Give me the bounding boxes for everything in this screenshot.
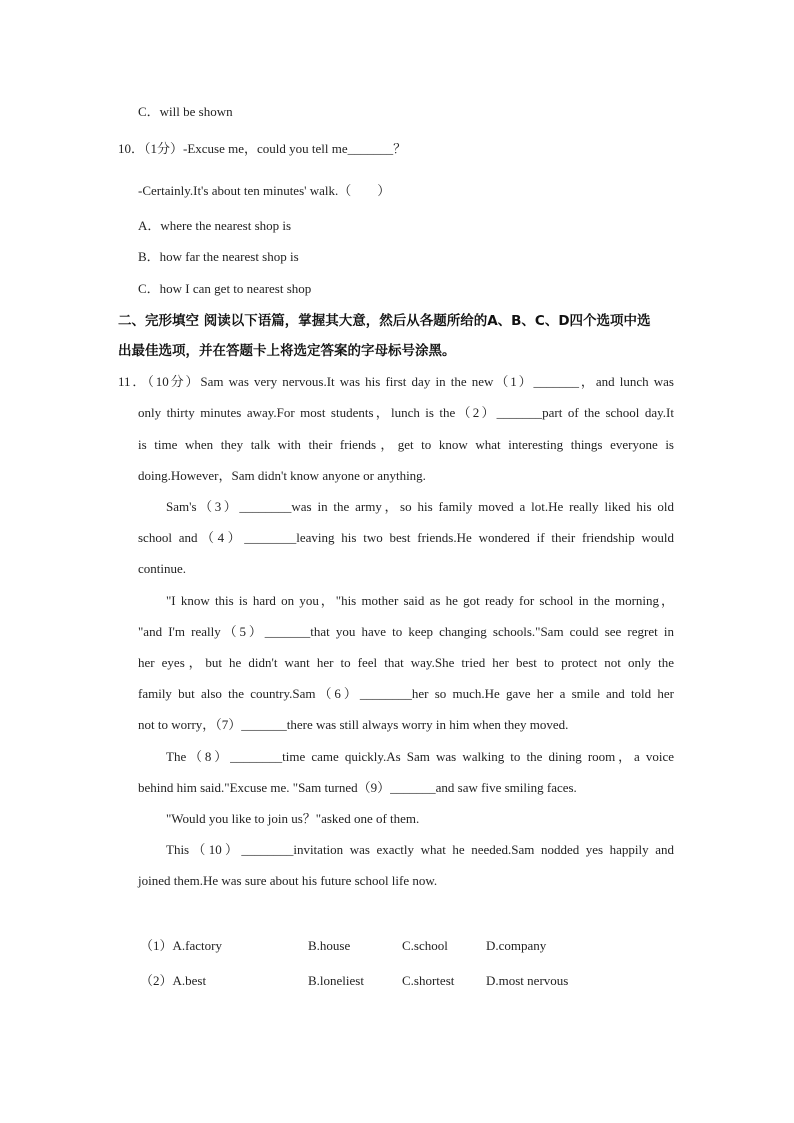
q10-option-a: A．where the nearest shop is [138, 218, 292, 233]
answer-2-a: （2）A.best [140, 973, 207, 988]
q11-line-12: not to worry，（7）_______there was still always worry in him when they moved. [138, 717, 569, 732]
q11-line-17: joined them.He was sure about his future school life now. [138, 873, 438, 888]
answer-1-c: C.school [402, 938, 448, 953]
q11-line-15: "Would you like to join us？"asked one of them. [166, 811, 420, 826]
q11-line-14: behind him said."Excuse me. "Sam turned（9）_______and saw five smiling faces. [138, 780, 577, 795]
q11-line-5: Sam's（3）________was in the army，so his family moved a lot.He really liked his old [166, 499, 674, 514]
q11-line-2: only thirty minutes away.For most students，lunch is the（2）_______part of the school day.It [138, 405, 674, 420]
answer-2-c: C.shortest [402, 973, 455, 988]
q11-line-1: 11．（10分）Sam was very nervous.It was his first day in the new（1）_______，and lunch was [118, 374, 674, 389]
q11-line-8: "I know this is hard on you，"his mother said as he got ready for school in the morning， [166, 593, 674, 608]
q11-line-9: "and I'm really（5）_______that you have to keep changing schools."Sam could see regret in [138, 624, 674, 639]
answer-2-d: D.most nervous [486, 973, 569, 988]
q10-reply: -Certainly.It's about ten minutes' walk.（ ） [138, 183, 391, 198]
q11-line-11: family but also the country.Sam（6）________her so much.He gave her a smile and told her [138, 686, 674, 701]
q11-line-7: continue. [138, 561, 187, 576]
q9-option-c: C．will be shown [138, 104, 233, 119]
q10-option-c: C．how I can get to nearest shop [138, 281, 312, 296]
q10-stem: 10．（1分）-Excuse me，could you tell me_______？ [118, 141, 407, 156]
answer-1-d: D.company [486, 938, 547, 953]
q11-line-6: school and（4）________leaving his two best friends.He wondered if their friendship would [138, 530, 674, 545]
q11-line-10: her eyes，but he didn't want her to feel that way.She tried her best to protect not only the [138, 655, 674, 670]
q11-line-4: doing.However，Sam didn't know anyone or anything. [138, 468, 426, 483]
q11-line-16: This（10）________invitation was exactly what he needed.Sam nodded yes happily and [166, 842, 674, 857]
q11-line-3: is time when they talk with their friends，get to know what interesting things everyone is [138, 437, 674, 452]
answer-1-b: B.house [308, 938, 351, 953]
section-title-line2: 出最佳选项，并在答题卡上将选定答案的字母标号涂黑。 [118, 343, 456, 359]
answer-2-b: B.loneliest [308, 973, 364, 988]
q10-option-b: B．how far the nearest shop is [138, 249, 299, 264]
answer-1-a: （1）A.factory [140, 938, 222, 953]
section-title-line1: 二、完形填空 阅读以下语篇，掌握其大意，然后从各题所给的A、B、C、D四个选项中选 [118, 313, 651, 329]
q11-line-13: The（8）________time came quickly.As Sam was walking to the dining room，a voice [166, 749, 674, 764]
